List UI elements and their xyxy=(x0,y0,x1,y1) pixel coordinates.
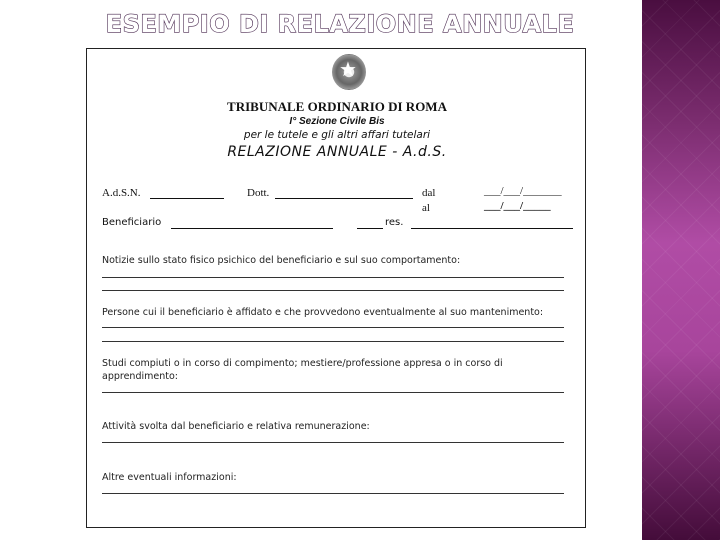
decorative-side-band xyxy=(642,0,720,540)
question-studies-cont: apprendimento: xyxy=(102,371,178,382)
answer-line[interactable] xyxy=(102,493,564,494)
form-title: RELAZIONE ANNUALE - A.d.S. xyxy=(227,144,447,160)
res-prefix-field[interactable] xyxy=(357,228,383,229)
question-studies: Studi compiuti o in corso di compimento; mestiere/professione appresa o in corso di xyxy=(102,358,503,369)
dott-field[interactable] xyxy=(275,198,413,199)
date-al-field[interactable]: ___/___/_____ xyxy=(484,200,551,212)
al-label: al xyxy=(422,202,430,214)
answer-line[interactable] xyxy=(102,277,564,278)
dal-label: dal xyxy=(422,187,436,199)
answer-line[interactable] xyxy=(102,327,564,328)
beneficiario-label: Beneficiario xyxy=(102,217,162,228)
ads-number-field[interactable] xyxy=(150,198,224,199)
answer-line[interactable] xyxy=(102,290,564,291)
res-label: res. xyxy=(385,217,404,228)
answer-line[interactable] xyxy=(102,392,564,393)
court-subsection: per le tutele e gli altri affari tutelari xyxy=(243,129,431,141)
court-section: I° Sezione Civile Bis xyxy=(289,116,385,127)
italian-emblem-icon: ★ xyxy=(332,54,366,90)
question-health: Notizie sullo stato fisico psichico del beneficiario e sul suo comportamento: xyxy=(102,255,461,266)
answer-line[interactable] xyxy=(102,341,564,342)
date-dal-field[interactable]: ___/___/_______ xyxy=(484,185,562,197)
form-document xyxy=(86,48,586,528)
beneficiario-field[interactable] xyxy=(171,228,333,229)
question-other-info: Altre eventuali informazioni: xyxy=(102,472,237,483)
res-field[interactable] xyxy=(411,228,573,229)
slide-title: ESEMPIO DI RELAZIONE ANNUALE xyxy=(105,10,575,38)
question-caregivers: Persone cui il beneficiario è affidato e che provvedono eventualmente al suo mantenimento: xyxy=(102,307,544,318)
dott-label: Dott. xyxy=(247,187,270,199)
question-activity: Attività svolta dal beneficiario e relativa remunerazione: xyxy=(102,421,370,432)
ads-number-label: A.d.S.N. xyxy=(102,187,141,199)
answer-line[interactable] xyxy=(102,442,564,443)
court-name: TRIBUNALE ORDINARIO DI ROMA xyxy=(227,99,447,114)
